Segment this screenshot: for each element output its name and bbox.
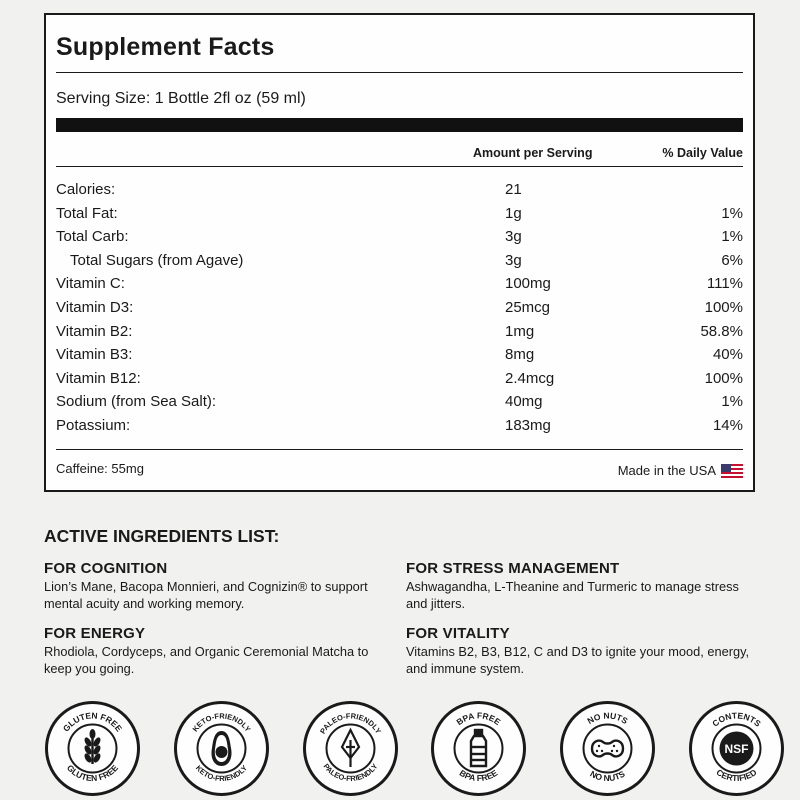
nutrient-name: Vitamin B2: (56, 322, 133, 340)
nutrient-name: Potassium: (56, 416, 131, 434)
nutrient-name: Total Fat: (56, 204, 118, 222)
nutrient-row (56, 414, 743, 438)
nutrient-name: Total Carb: (56, 228, 129, 246)
facts-title: Supplement Facts (56, 33, 275, 61)
daily-value-header: % Daily Value (662, 146, 743, 160)
nutrient-dv: 111% (706, 275, 743, 293)
ingredient-heading: FOR VITALITY (406, 625, 510, 642)
nutrient-row (56, 320, 743, 344)
badge-top-text: KETO-FRIENDLY (190, 711, 253, 734)
nutrient-dv: 40% (712, 346, 743, 364)
nsf-certified-badge (688, 700, 785, 797)
badge-top-text: CONTENTS (710, 710, 763, 729)
nutrient-row (56, 202, 743, 226)
divider (56, 449, 743, 450)
nutrient-amount: 8mg (505, 346, 535, 364)
paleo-friendly-badge (302, 700, 399, 797)
amount-header: Amount per Serving (473, 146, 593, 160)
made-in-usa (618, 463, 743, 478)
badge-top-text: GLUTEN FREE (60, 710, 125, 734)
nutrient-amount: 21 (505, 181, 522, 198)
nutrient-row (56, 296, 743, 320)
nutrient-name: Vitamin B12: (56, 369, 141, 387)
badge-bottom-text: GLUTEN FREE (64, 762, 121, 784)
nutrient-dv: 58.8% (700, 322, 743, 340)
badge-bottom-text: KETO-FRIENDLY (193, 763, 250, 784)
badge-bottom-text: CERTIFIED (714, 767, 759, 784)
nutrient-row (56, 390, 743, 414)
ingredient-description: Lion’s Mane, Bacopa Monnieri, and Cognizin® to support mental acuity and working memory. (44, 579, 368, 611)
ingredient-description: Vitamins B2, B3, B12, C and D3 to ignite your mood, energy, and immune system. (406, 644, 750, 676)
nutrient-name: Calories: (56, 181, 116, 198)
nutrient-amount: 1g (505, 204, 522, 222)
ingredient-energy (44, 625, 394, 677)
nutrient-row (56, 343, 743, 367)
gluten-free-badge (44, 700, 141, 797)
divider (56, 166, 743, 167)
nutrient-name: Sodium (from Sea Salt): (56, 393, 217, 411)
ingredient-heading: FOR STRESS MANAGEMENT (406, 560, 620, 577)
bottle-icon (471, 730, 486, 766)
nutrient-amount: 2.4mcg (505, 369, 555, 387)
badge-top-text: BPA FREE (454, 710, 503, 728)
nutrient-row (56, 178, 743, 202)
certification-badges (30, 695, 770, 800)
serving-size: Serving Size: 1 Bottle 2fl oz (59 ml) (56, 90, 306, 107)
bpa-free-badge (430, 700, 527, 797)
caffeine-note: Caffeine: 55mg (56, 461, 144, 476)
nsf-logo-icon (720, 732, 754, 766)
nutrient-row (56, 249, 743, 273)
nutrient-dv: 1% (721, 228, 743, 246)
nutrient-row (56, 225, 743, 249)
ingredients-title: ACTIVE INGREDIENTS LIST: (44, 526, 280, 546)
nutrient-name: Vitamin D3: (56, 298, 134, 316)
nutrient-dv: 1% (721, 393, 743, 411)
nutrient-dv: 14% (712, 416, 743, 434)
nsf-logo-text: NSF (724, 742, 749, 756)
nutrient-amount: 40mg (505, 393, 543, 411)
nutrient-name: Total Sugars (from Agave) (70, 251, 244, 269)
badge-bottom-text: PALEO-FRIENDLY (321, 761, 380, 784)
nutrient-amount: 25mcg (505, 298, 551, 316)
thick-divider (56, 118, 743, 132)
ingredient-vitality (406, 625, 756, 677)
badge-top-text: NO NUTS (585, 710, 630, 727)
nutrient-amount: 1mg (505, 322, 535, 340)
nutrient-dv: 100% (704, 369, 743, 387)
ingredient-description: Ashwagandha, L-Theanine and Turmeric to manage stress and jitters. (406, 579, 739, 611)
ingredient-heading: FOR ENERGY (44, 625, 146, 642)
nutrient-name: Vitamin C: (56, 275, 125, 293)
nutrient-amount: 100mg (505, 275, 551, 293)
made-in-label: Made in the USA (617, 463, 716, 478)
nutrient-dv: 1% (721, 204, 743, 222)
no-nuts-badge (559, 700, 656, 797)
ingredient-cognition (44, 560, 394, 612)
nutrient-amount: 3g (505, 251, 522, 269)
supplement-facts-panel (44, 13, 755, 492)
badge-top-text: PALEO-FRIENDLY (318, 711, 383, 736)
badge-bottom-text: NO NUTS (588, 768, 627, 784)
nutrient-row (56, 272, 743, 296)
nutrient-amount: 183mg (505, 416, 551, 434)
nutrient-name: Vitamin B3: (56, 346, 133, 364)
keto-friendly-badge (173, 700, 270, 797)
us-flag-icon (721, 464, 743, 478)
nutrient-dv: 100% (704, 298, 743, 316)
nutrient-amount: 3g (505, 228, 522, 246)
divider (56, 72, 743, 73)
nutrient-dv: 6% (721, 251, 743, 269)
ingredient-stress (406, 560, 756, 612)
nutrient-rows (56, 178, 743, 438)
badge-bottom-text: BPA FREE (457, 767, 500, 784)
ingredient-description: Rhodiola, Cordyceps, and Organic Ceremonial Matcha to keep you going. (44, 644, 369, 676)
nutrient-row (56, 367, 743, 391)
ingredient-heading: FOR COGNITION (44, 560, 168, 577)
